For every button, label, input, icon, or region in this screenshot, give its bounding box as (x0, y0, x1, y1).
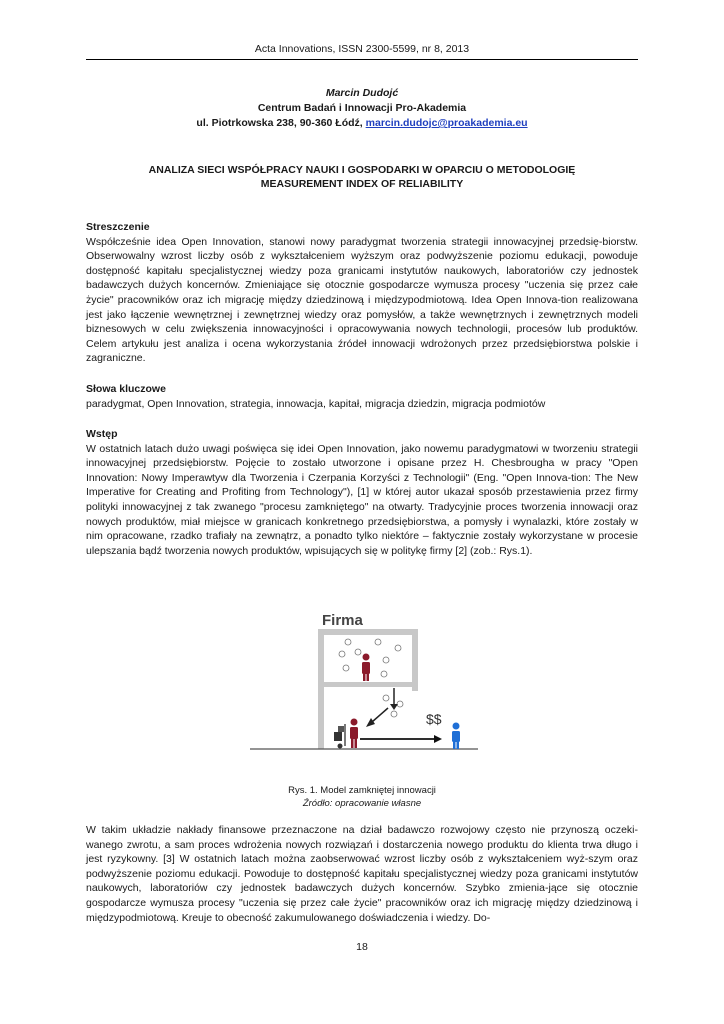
company-roof (318, 629, 418, 635)
continuation-text: W takim układzie nakłady finansowe przeznaczone na dział badawczo rozwojowy często nie przynoszą oczeki-wanego zwrotu, a sam proces wdrożenia nowych rozwiązań i dostarczenia nowego produktu do klienta trwa długo i jest ryzykowny. [3] W ostatnich latach można zaobserwować wzrost liczby osób z wykształceniem wyż-szym oraz podwyższenie poziomu edukacji. Powoduje to dostępność kapitału specjalistycznej wiedzy poza granicami instytutów naukowych, laboratoriów czy jednostek badawczych dużych koncernów. Szybko zmienia-jące się otocznie gospodarcze wymusza procesy "uczenia się przez całe życie" pracowników oraz ich migrację między dziedzinową i międzypodmiotową. Kreuje to obecność zakumulowanego doświadczenia i wiedzy. Do- (86, 824, 638, 924)
customer-person-icon (452, 723, 460, 750)
author-address: ul. Piotrkowska 238, 90-360 Łódź, (196, 117, 366, 129)
header-rule (86, 59, 638, 60)
abstract-text: Współcześnie idea Open Innovation, stanowi nowy paradygmat tworzenia strategii innowacyjnej przedsię-biorstw. Obserwowalny wzrost liczby osób z wykształceniem wyższym oraz podwyższenie poziomu edukacji, powoduje dostępność kapitału specjalistycznej wiedzy poza granicami instytutów naukowych, laboratoriów czy jednostek badawczych dużych koncernów. Zmieniające się otocznie gospodarcze wymusza procesy "uczenia się przez całe życie" pracowników oraz ich migrację między dziedzinową i międzypodmiotową. Idea Open Innova-tion realizowana jest jako łączenie wewnętrznej i zewnętrznej wiedzy oraz pomysłów, a także wewnętrznych i zewnętrznych modeli biznesowych w celu zwiększenia innowacyjności i opracowywania nowych technologii, procesów lub produktów. Celem artykułu jest analiza i ocena wykorzystania źródeł innowacji wdrożonych przez przedsiębiorstwa polskie i zagraniczne. (86, 235, 638, 365)
author-name: Marcin Dudojć (325, 87, 399, 99)
intro-section (86, 427, 638, 558)
researcher-person-icon (362, 654, 370, 682)
arrow-diagonal-head (366, 718, 375, 727)
paper-title (86, 163, 638, 191)
journal-header: Acta Innovations, ISSN 2300-5599, nr 8, 2013 (254, 43, 470, 55)
page-number: 18 (356, 941, 368, 953)
arrow-diagonal-icon (372, 708, 388, 722)
body-continuation (86, 823, 638, 925)
abstract-section (86, 220, 638, 366)
title-line-2: MEASUREMENT INDEX OF RELIABILITY (260, 178, 464, 190)
worker-person-icon (350, 719, 358, 749)
author-address-line (86, 116, 638, 131)
hand-truck-icon (334, 724, 345, 749)
company-right-wall (412, 629, 418, 691)
figure-source: Źródło: opracowanie własne (302, 798, 422, 809)
abstract-heading: Streszczenie (86, 221, 150, 233)
keywords-text: paradygmat, Open Innovation, strategia, innowacja, kapitał, migracja dziedzin, migracja podmiotów (86, 397, 546, 410)
closed-innovation-figure (248, 606, 480, 756)
intro-heading: Wstęp (86, 428, 118, 440)
money-label: $$ (426, 711, 442, 727)
figure-caption: Rys. 1. Model zamkniętej innowacji (288, 785, 436, 796)
company-left-wall (318, 629, 324, 749)
figure-label-firma: Firma (322, 612, 363, 629)
title-line-1: ANALIZA SIECI WSPÓŁPRACY NAUKI I GOSPODARKI W OPARCIU O METODOLOGIĘ (148, 164, 576, 176)
arrow-right-head (434, 735, 442, 743)
author-institution: Centrum Badań i Innowacji Pro-Akademia (257, 102, 467, 114)
keywords-section (86, 382, 638, 411)
author-email-link[interactable]: marcin.dudojc@proakademia.eu (365, 117, 528, 129)
company-floor-divider (318, 682, 412, 687)
author-block (86, 86, 638, 131)
arrow-down-head (390, 704, 398, 710)
figure-caption-block (86, 784, 638, 810)
intro-text: W ostatnich latach dużo uwagi poświęca się idei Open Innovation, jako nowemu paradygmatowi w tworzeniu strategii innowacyjnej przedsiębiorstw. Pojęcie to zostało utworzone i opisane przez H. Chesbrougha w pracy "Open Innovation: Nowy Imperawtyw dla Tworzenia i Czerpania Korzyści z Technologii" (Eng. "Open Innova-tion: The New Imperative for Creating and Profiting from Technology"), [1] w której autor ukazał sposób przestawienia przez firmy polityki innowacyjnej z tak zwanego "procesu zamkniętego" na otwarty. Tradycyjnie proces tworzenia innowacji oraz nowych produktów, miał miejsce w granicach konkretnego przedsiębiorstwa, a pomysły i wynalazki, które zostały w nim opracowane, rzadko trafiały na zewnątrz, a ponadto tylko niektóre – faktycznie zostały wykorzystane w procesie ulepszania bądź tworzenia nowych produktów, wpisujących się w politykę firmy [2] (zob.: Rys.1). (86, 442, 638, 557)
keywords-heading: Słowa kluczowe (86, 383, 166, 395)
